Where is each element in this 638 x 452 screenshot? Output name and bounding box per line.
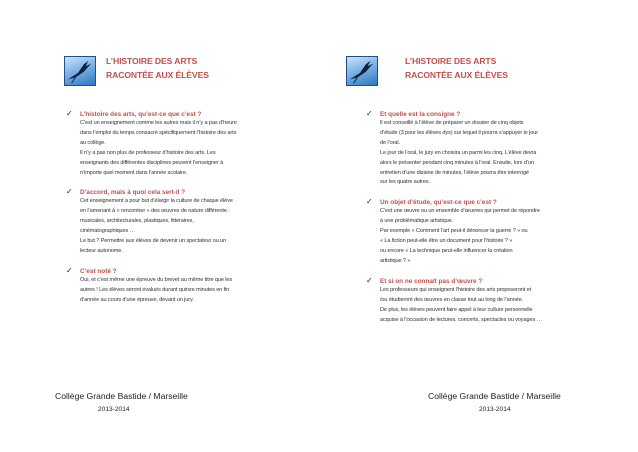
body-line: dans l’emploi du temps consacré spécifiquement l’histoire des arts — [80, 129, 237, 136]
body-line: ou encore « La technique peut-elle influencer la création — [380, 247, 513, 254]
body-line: /ou étudieront des œuvres en classe tout au long de l’année. — [380, 296, 523, 303]
section-question: D’accord, mais à quoi cela sert-il ? — [80, 189, 186, 197]
section-oeuvre — [366, 277, 614, 326]
section-question: Et quelle est la consigne ? — [380, 111, 461, 118]
body-line: Le but ? Permettre aux élèves de devenir un spectateur ou un — [80, 238, 227, 245]
checkmark-icon: ✓ — [66, 109, 73, 118]
footer-year: 2013-2014 — [479, 406, 511, 413]
checkmark-icon: ✓ — [366, 275, 373, 285]
body-line: d’année au cours d’une épreuve, devant un jury. — [80, 296, 194, 303]
checkmark-icon: ✓ — [366, 109, 373, 118]
body-line: Les professeurs qui enseignent l’histoire des arts proposeront et — [380, 286, 532, 293]
body-line: lecteur autonome. — [80, 247, 123, 254]
title-line-2: RACONTÉE AUX ÉLÈVES — [405, 70, 508, 80]
body-line: artistique ? » — [380, 257, 411, 264]
body-line: sur les quatre autres. — [380, 179, 430, 186]
body-line: de l’oral. — [380, 139, 400, 146]
section-a-quoi-sert — [66, 188, 294, 256]
body-line: autres ! Les élèves seront évalués durant quinze minutes en fin — [80, 286, 230, 293]
body-line: entretien d’une dizaine de minutes, l’élève pourra être interrogé — [380, 169, 529, 176]
title-line-2: RACONTÉE AUX ÉLÈVES — [106, 70, 209, 80]
title-line-1: L’HISTOIRE DES ARTS — [106, 56, 198, 66]
section-note — [66, 267, 294, 306]
page-header — [319, 46, 638, 96]
footer-title: Collège Grande Bastide / Marseille — [428, 391, 561, 401]
body-line: C’est un enseignement comme les autres mais il n’y a pas d’heure — [80, 120, 237, 126]
checkmark-icon: ✓ — [66, 187, 73, 197]
body-line: Cet enseignement a pour but d’élargir la culture de chaque élève — [80, 198, 233, 205]
section-question: Un objet d’étude, qu’est-ce que c’est ? — [380, 199, 497, 207]
section-question: C’est noté ? — [80, 267, 117, 275]
section-objet-etude — [366, 198, 614, 266]
body-line: Il est conseillé à l’élève de préparer un dossier de cinq objets — [380, 120, 524, 126]
content — [366, 110, 614, 335]
section-histoire — [66, 110, 294, 178]
body-line: C’est une œuvre ou un ensemble d’œuvres qui permet de répondre — [380, 208, 540, 215]
checkmark-icon: ✓ — [66, 265, 73, 275]
body-line: alors le présenter pendant cinq minutes à l’oral. Ensuite, lors d’un — [380, 159, 534, 166]
body-line: acquise à l’occasion de lectures, concerts, spectacles ou voyages … — [380, 316, 543, 323]
section-consigne — [366, 110, 614, 188]
body-line: à une problématique artistique. — [380, 218, 454, 225]
body-line: cinématographiques … — [80, 228, 136, 235]
body-line: en l’amenant à « rencontrer » des œuvres de nature différente : — [80, 208, 230, 215]
body-line: Par exemple « Comment l’art peut-il dénoncer la guerre ? » ou — [380, 228, 528, 235]
body-line: Oui, et c’est même une épreuve du brevet au même titre que les — [80, 276, 233, 283]
section-question: Et si on ne connaît pas d’œuvre ? — [380, 277, 483, 285]
body-line: enseignants des différentes disciplines peuvent l’enseigner à — [80, 159, 224, 166]
body-line: au collège. — [80, 139, 106, 146]
body-line: De plus, les élèves peuvent faire appel à leur culture personnelle — [380, 306, 533, 313]
right-page — [319, 0, 638, 452]
title-line-1: L’HISTOIRE DES ARTS — [405, 56, 497, 66]
footer-year: 2013-2014 — [98, 406, 130, 413]
checkmark-icon: ✓ — [366, 197, 373, 207]
page-header — [0, 46, 319, 96]
heron-logo-icon — [346, 56, 378, 86]
content — [66, 110, 294, 316]
heron-logo-icon — [64, 56, 96, 86]
section-question: L’histoire des arts, qu’est-ce que c’est ? — [80, 111, 202, 118]
body-line: « La fiction peut-elle être un document pour l’histoire ? » — [380, 238, 513, 245]
body-line: Le jour de l’oral, le jury en choisira un parmi les cinq. L’élève devra — [380, 149, 537, 156]
body-line: n’importe quel moment dans l’année scolaire. — [80, 169, 188, 176]
body-line: musicales, architecturales, plastiques, littéraires, — [80, 218, 194, 225]
footer-title: Collège Grande Bastide / Marseille — [55, 391, 188, 401]
body-line: d’étude (3 pour les élèves dys) sur lequel il pourra s’appuyer le jour — [380, 129, 538, 136]
body-line: Il n’y a pas non plus de professeur d’histoire des arts. Les — [80, 149, 216, 156]
